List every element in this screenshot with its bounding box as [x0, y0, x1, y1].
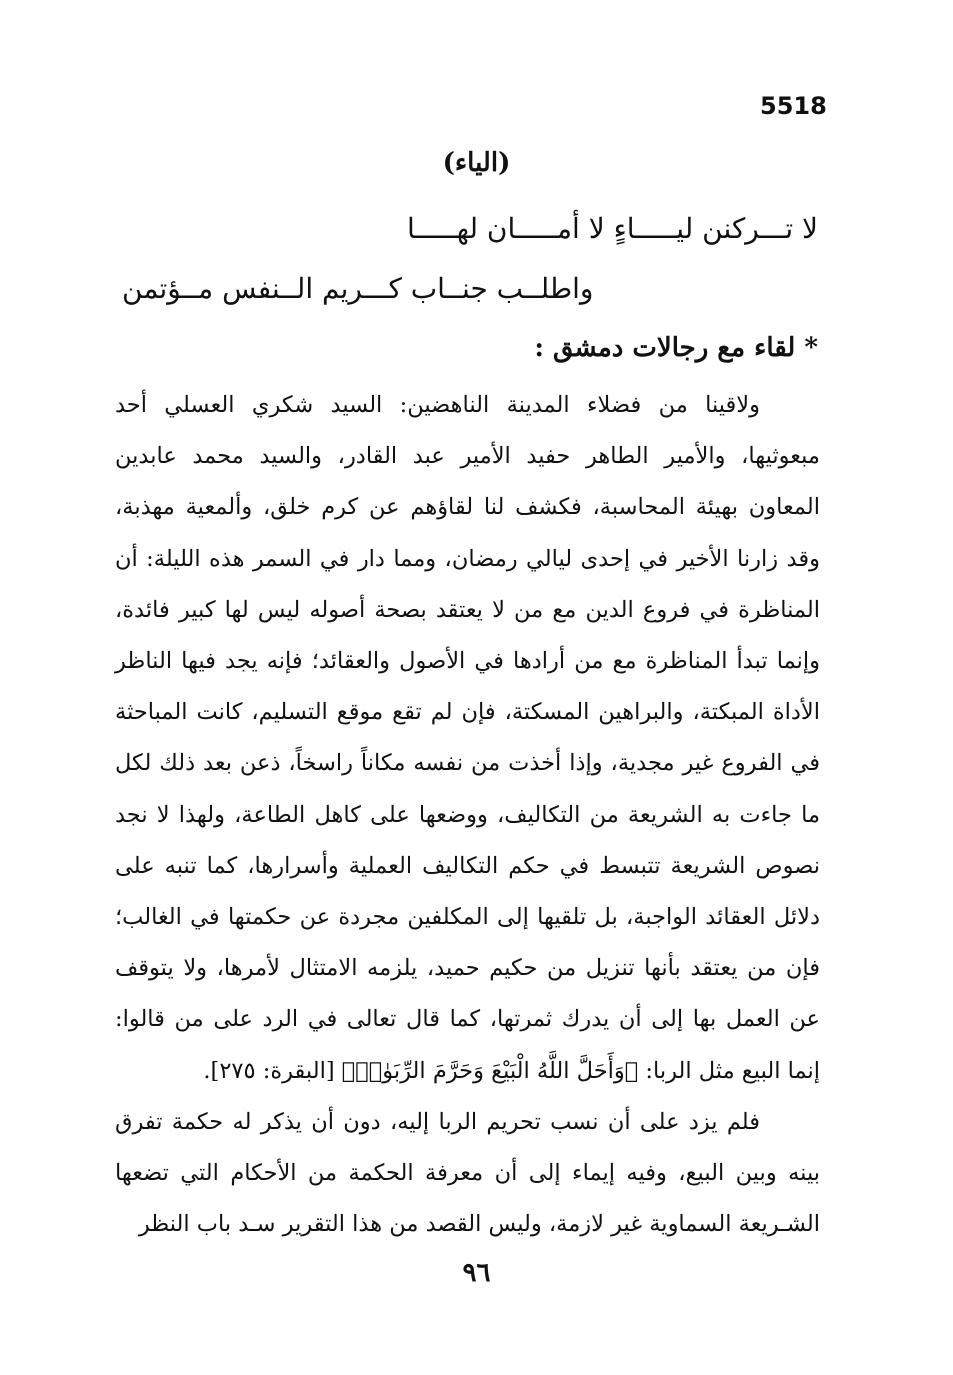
- paragraph: ولاقينا من فضلاء المدينة الناهضين: السيد شكري العسلي أحد مبعوثيها، والأمير الطاهر حفيد الأمير عبد القادر، والسيد محمد عابدين المعاون بهيئة المحاسبة، فكشف لنا لقاؤهم عن كرم خلق، وألمعية مهذبة، وقد زارنا الأخير في إحدى ليالي رمضان، ومما دار في السمر هذه الليلة: أن المناظرة في فروع الدين مع من لا يعتقد بصحة أصوله ليس لها كبير فائدة، وإنما تبدأ المناظرة مع من أرادها في الأصول والعقائد؛ فإنه يجد فيها الناظر الأداة المبكتة، والبراهين المسكتة، فإن لم تقع موقع التسليم، كانت المباحثة في الفروع غير مجدية، وإذا أخذت من نفسه مكاناً راسخاً، ذعن بعد ذلك لكل ما جاءت به الشريعة من التكاليف، ووضعها على كاهل الطاعة، ولهذا لا نجد نصوص الشريعة تتبسط في حكم التكاليف العملية وأسرارها، كما تنبه على دلائل العقائد الواجبة، بل تلقيها إلى المكلفين مجردة عن حكمتها في الغالب؛ فإن من يعتقد بأنها تنزيل من حكيم حميد، يلزمه الامتثال لأمرها، ولا يتوقف عن العمل بها إلى أن يدرك ثمرتها، كما قال تعالى في الرد على من قالوا: إنما البيع مثل الربا: ﴿وَأَحَلَّ اللَّهُ الْبَيْعَ وَحَرَّمَ الرِّبَوٰا۟﴾ [البقرة: ٢٧٥].: [115, 392, 820, 1084]
- paragraph: فلم يزد على أن نسب تحريم الربا إليه، دون أن يذكر له حكمة تفرق بينه وبين البيع، وفيه إيماء إلى أن معرفة الحكمة من الأحكام التي تضعها الشـريعة السماوية غير لازمة، وليس القصد من هذا التقرير سـد باب النظر: [115, 1108, 820, 1238]
- subheading: * لقاء مع رجالات دمشق :: [534, 333, 818, 363]
- poem-line-2: واطلــب جنــاب كـــريم الــنفس مــؤتمن: [122, 272, 594, 305]
- page-number-top: 5518: [760, 92, 827, 120]
- folio-page-number: ٩٦: [462, 1258, 491, 1288]
- body-text: [115, 380, 820, 1250]
- poem-line-1: لا تـــركنن ليـــــاءٍ لا أمـــــان لهـــــا: [407, 212, 818, 245]
- section-title: (الياء): [442, 148, 511, 178]
